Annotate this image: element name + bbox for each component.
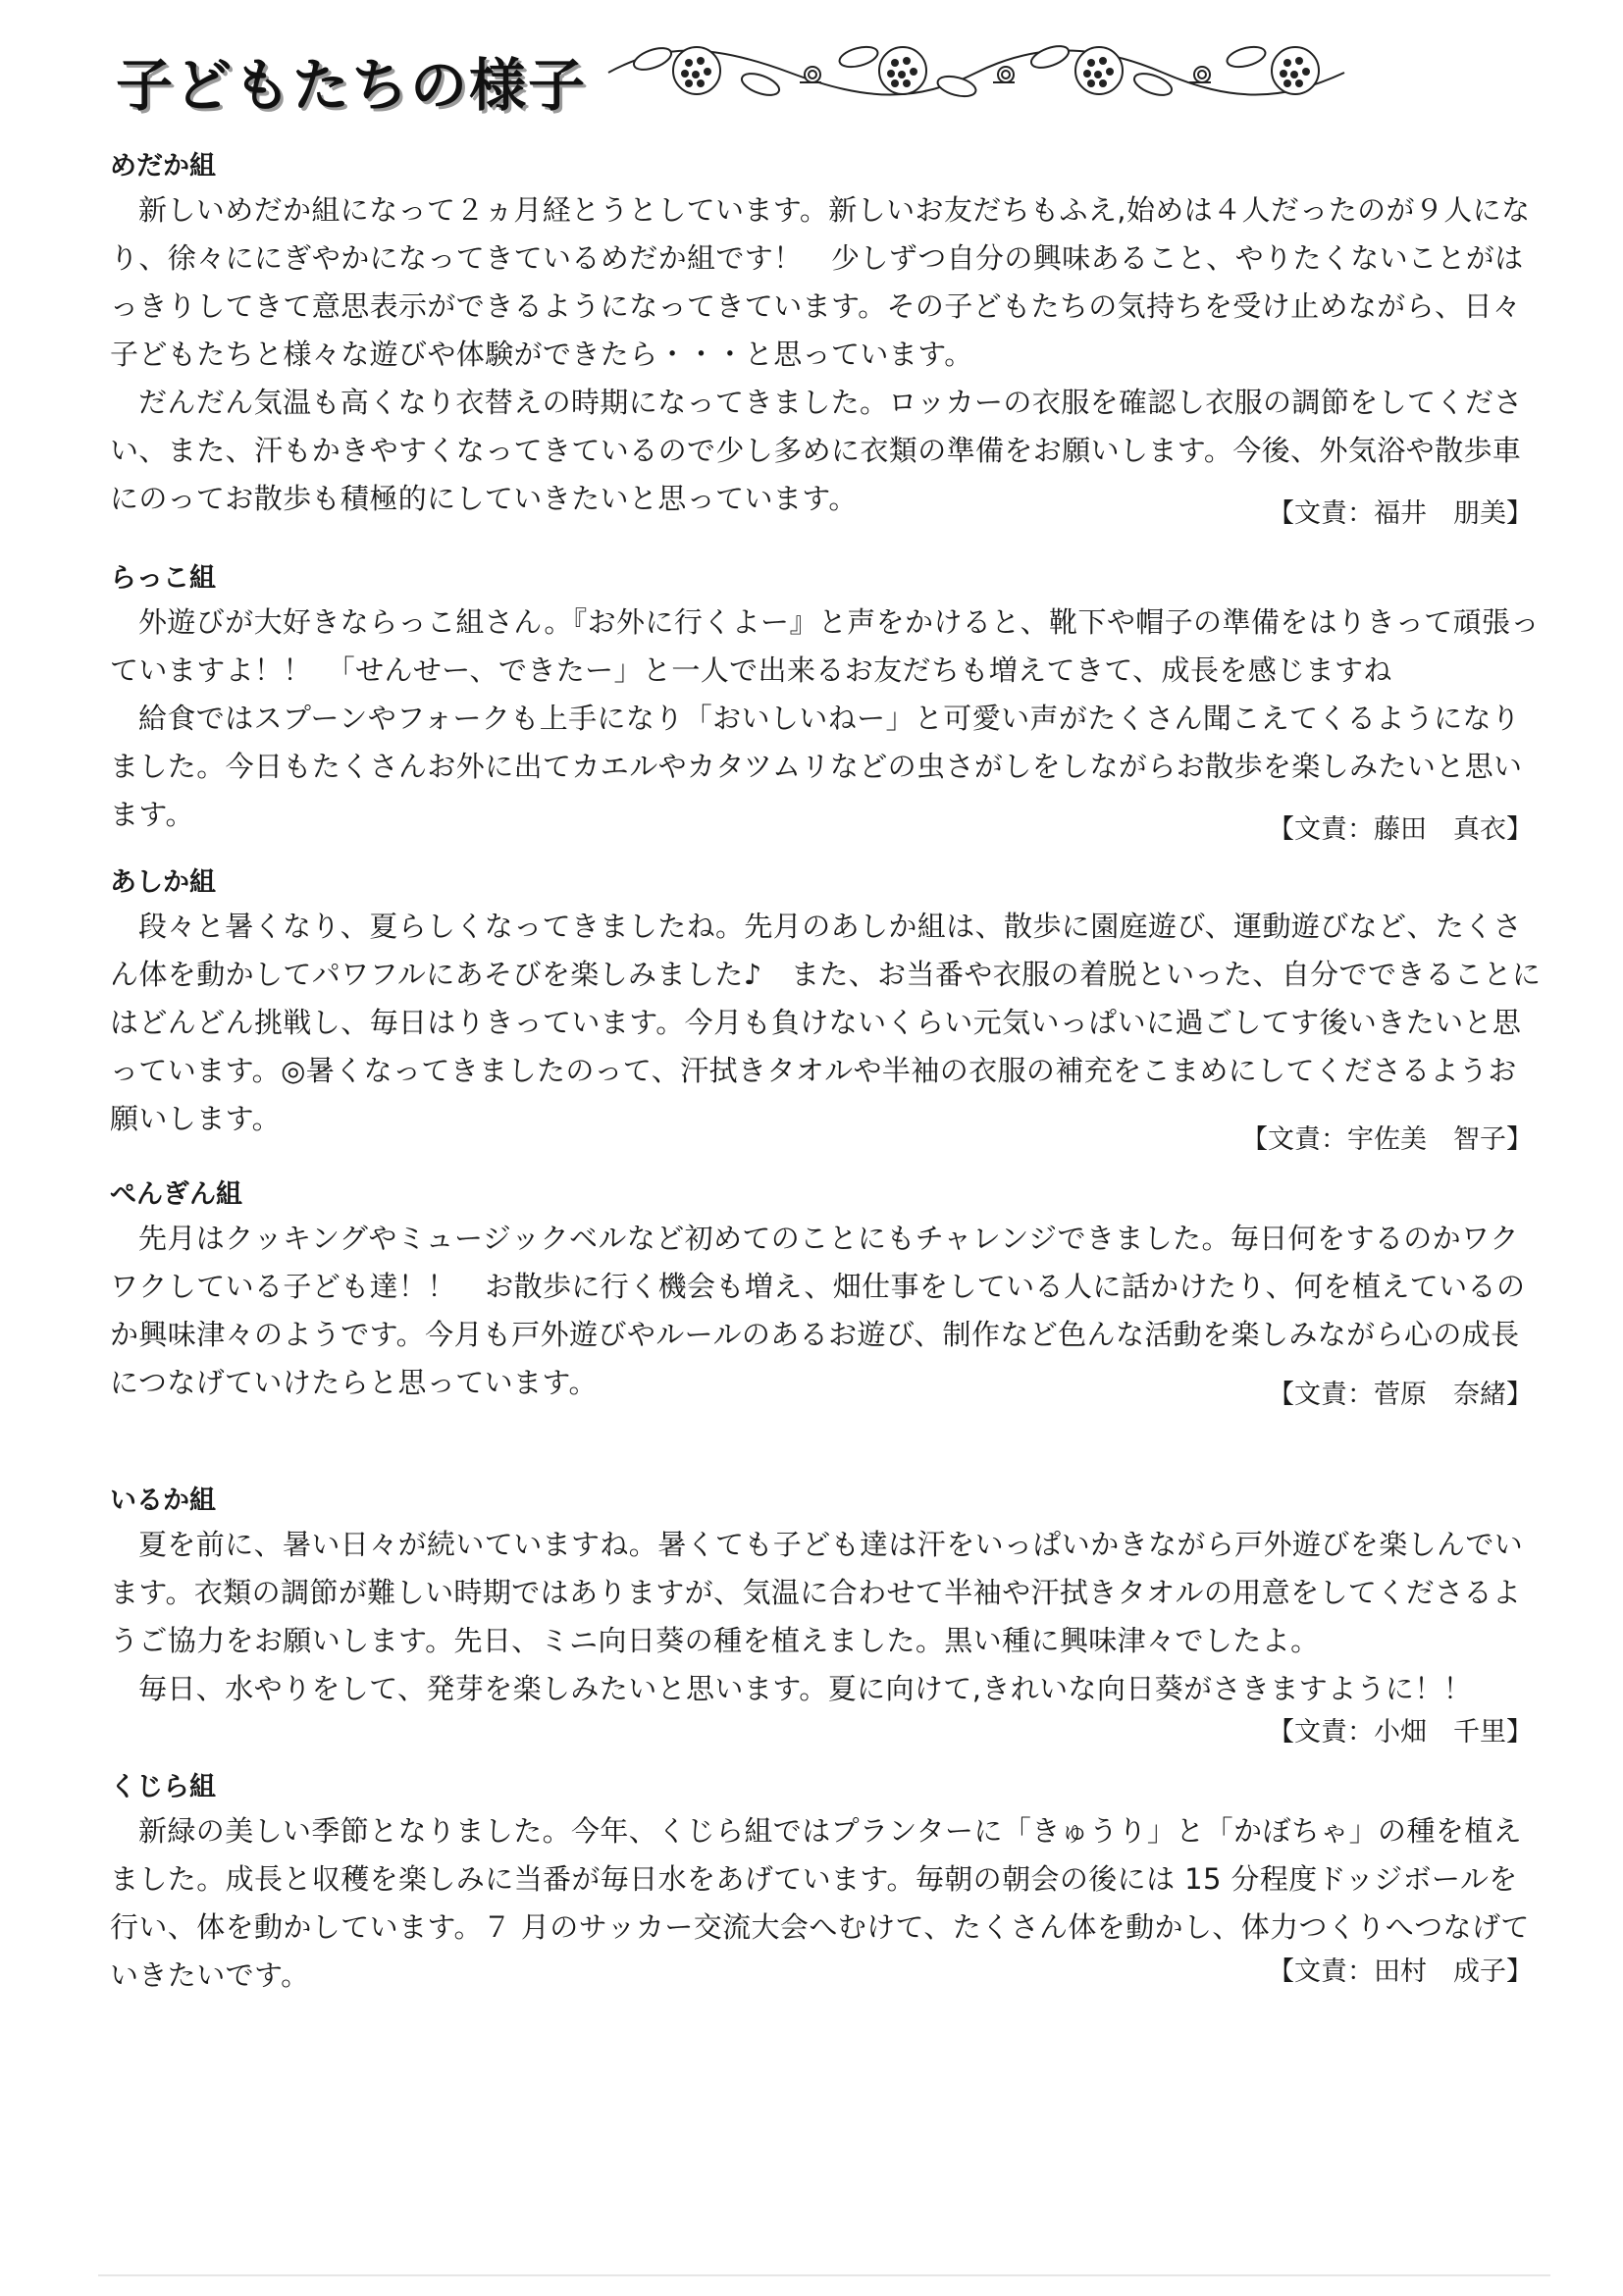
report-paragraph: 外遊びが大好きならっこ組さん。『お外に行くよー』と声をかけると、靴下や帽子の準備をはりきって頑張っていますよ！！ 「せんせー、できたー」と一人で出来るお友だちも増えてきて、成長を感じますね (110, 605, 1540, 687)
author-name: 宇佐美 智子 (1347, 1124, 1506, 1155)
class-section-ashika (110, 863, 1543, 1175)
report-paragraph: 新しいめだか組になって２ヵ月経とうとしています。新しいお友だちもふえ,始めは４人だったのが９人になり、徐々ににぎやかになってきているめだか組です！ 少しずつ自分の興味あること、やりたくないことがはっきりしてきて意思表示ができるようになってきています。その子どもたちの気持ちを受け止めながら、日々子どもたちと様々な遊びや体験ができたら・・・と思っています。 (110, 193, 1531, 371)
hydrangea-snail-border-icon (603, 35, 1349, 104)
author-credit-label: 文責： (1294, 814, 1374, 845)
author-name: 田村 成子 (1374, 1957, 1506, 1987)
class-heading: めだか組 (110, 151, 216, 182)
author-credit-label: 文責： (1294, 1717, 1374, 1748)
author-credit: 【文責：藤田 真衣】 (1268, 814, 1533, 845)
class-heading: いるか組 (110, 1486, 216, 1516)
author-name: 藤田 真衣 (1374, 814, 1506, 845)
report-paragraph: 給食ではスプーンやフォークも上手になり「おいしいねー」と可愛い声がたくさん聞こえてくるようになりました。今日もたくさんお外に出てカエルやカタツムリなどの虫さがしをしながらお散歩を楽しみたいと思います。 (110, 702, 1523, 831)
report-paragraph: だんだん気温も高くなり衣替えの時期になってきました。ロッカーの衣服を確認し衣服の調節をしてください、また、汗もかきやすくなってきているので少し多めに衣類の準備をお願いします。今後、外気浴や散歩車にのってお散歩も積極的にしていきたいと思っています。 (110, 386, 1523, 515)
class-section-rakko (110, 559, 1543, 863)
class-section-iruka (110, 1482, 1543, 1768)
class-heading: らっこ組 (110, 563, 216, 594)
report-paragraph: 段々と暑くなり、夏らしくなってきましたね。先月のあしか組は、散歩に園庭遊び、運動遊びなど、たくさん体を動かしてパワフルにあそびを楽しみました♪ また、お当番や衣服の着脱といった、自分でできることにはどんどん挑戦し、毎日はりきっています。今月も負けないくらい元気いっぱいに過ごしてす後いきたいと思っています。◎暑くなってきましたのって、汗拭きタオルや半袖の衣服の補充をこまめにしてくださるようお願いします。 (110, 910, 1542, 1135)
author-name: 福井 朋美 (1374, 498, 1506, 529)
report-paragraph: 新緑の美しい季節となりました。今年、くじら組ではプランターに「きゅうり」と「かぼちゃ」の種を植えました。成長と収穫を楽しみに当番が毎日水をあげています。毎朝の朝会の後には 15 分程度ドッジボールを行い、体を動かしています。７ 月のサッカー交流大会へむけて、たくさん体を動かし、体力つくりへつなげていきたいです。 (110, 1814, 1530, 1992)
class-section-penguin (110, 1175, 1543, 1482)
author-name: 菅原 奈緒 (1374, 1380, 1506, 1410)
page-header (108, 33, 1550, 119)
class-reports (110, 147, 1543, 2023)
class-section-kujira (110, 1768, 1543, 2023)
page-bottom-edge (98, 2274, 1550, 2276)
author-credit-label: 文責： (1294, 1380, 1374, 1410)
author-credit: 【文責：菅原 奈緒】 (1268, 1380, 1533, 1410)
report-paragraph: 毎日、水やりをして、発芽を楽しみたいと思います。夏に向けて,きれいな向日葵がさきますように！！ (138, 1672, 1473, 1705)
author-credit-label: 文責： (1294, 498, 1374, 529)
author-credit: 【文責：小畑 千里】 (1268, 1717, 1533, 1748)
page-title: 子どもたちの様子 (116, 52, 588, 119)
author-credit-label: 文責： (1294, 1957, 1374, 1987)
author-name: 小畑 千里 (1374, 1717, 1506, 1748)
author-credit: 【文責：福井 朋美】 (1268, 498, 1533, 529)
class-heading: ぺんぎん組 (110, 1179, 242, 1210)
report-paragraph: 夏を前に、暑い日々が続いていますね。暑くても子ども達は汗をいっぱいかきながら戸外遊びを楽しんでいます。衣類の調節が難しい時期ではありますが、気温に合わせて半袖や汗拭きタオルの用意をしてくださるようご協力をお願いします。先日、ミニ向日葵の種を植えました。黒い種に興味津々でしたよ。 (110, 1528, 1524, 1657)
author-credit: 【文責：宇佐美 智子】 (1241, 1124, 1533, 1155)
class-heading: あしか組 (110, 867, 216, 898)
author-credit: 【文責：田村 成子】 (1268, 1957, 1533, 1987)
author-credit-label: 文責： (1268, 1124, 1347, 1155)
report-paragraph: 先月はクッキングやミュージックベルなど初めてのことにもチャレンジできました。毎日何をするのかワクワクしている子ども達！！ お散歩に行く機会も増え、畑仕事をしている人に話かけたり、何を植えているのか興味津々のようです。今月も戸外遊びやルールのあるお遊び、制作など色んな活動を楽しみながら心の成長につなげていけたらと思っています。 (110, 1222, 1526, 1399)
class-section-medaka (110, 147, 1543, 559)
class-heading: くじら組 (110, 1772, 216, 1802)
